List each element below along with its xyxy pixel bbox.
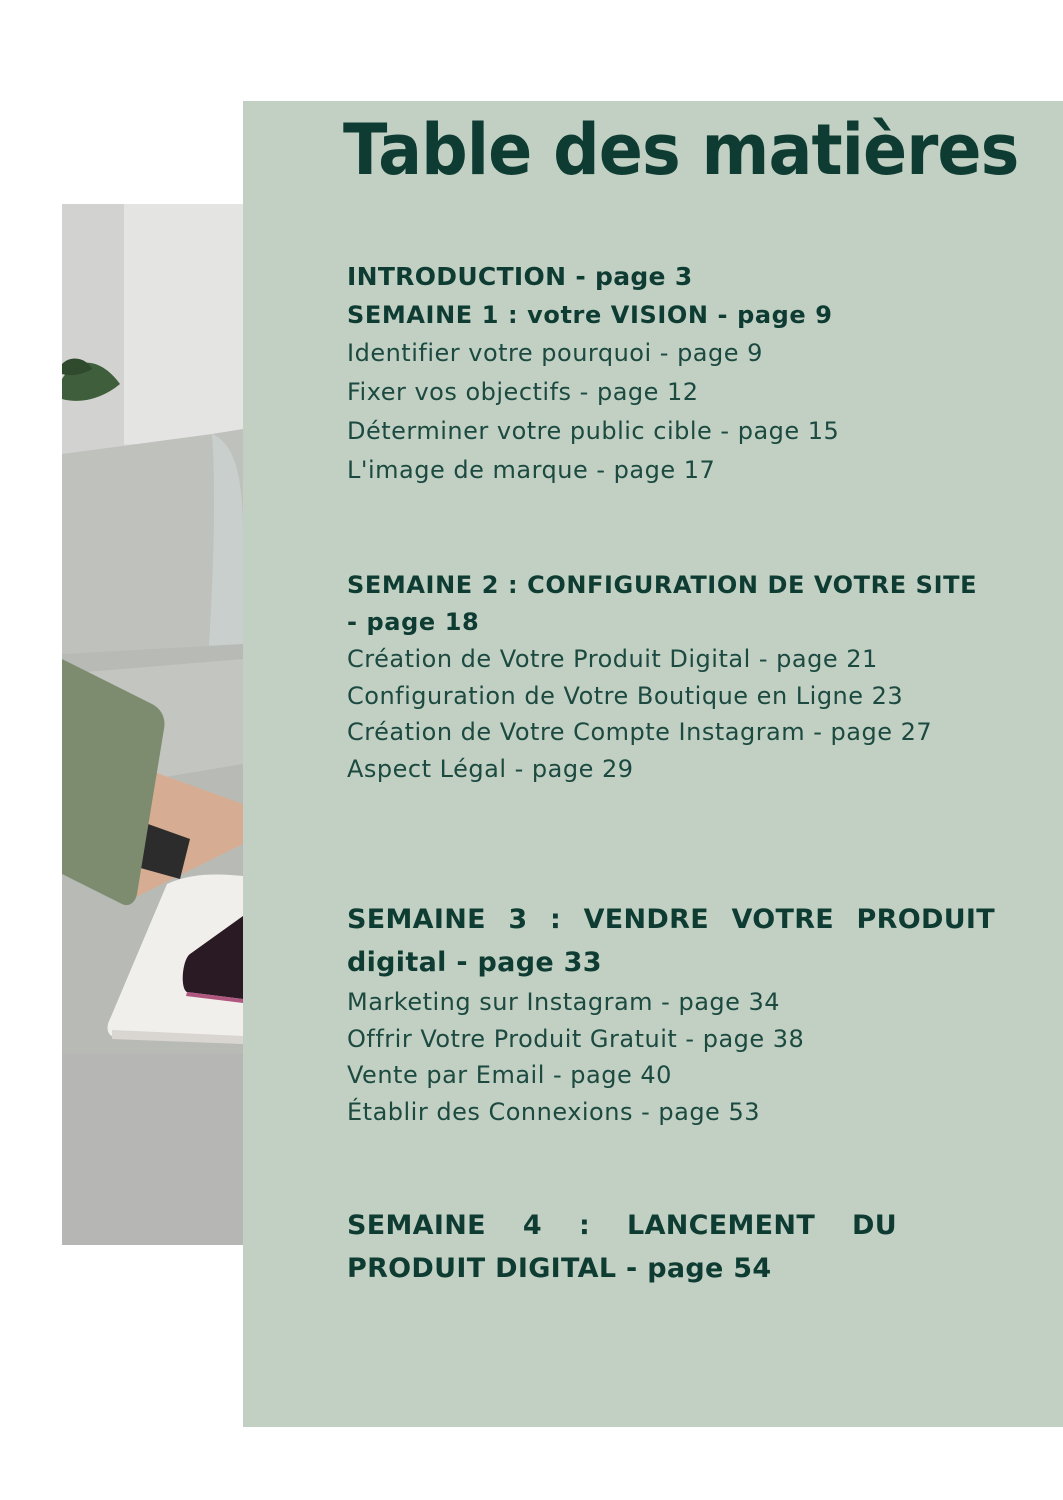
toc-entry: Vente par Email - page 40 — [347, 1061, 672, 1089]
toc-entry: Marketing sur Instagram - page 34 — [347, 988, 781, 1016]
toc-entry: Offrir Votre Produit Gratuit - page 38 — [347, 1024, 805, 1053]
toc-entry: Déterminer votre public cible - page 15 — [347, 417, 840, 445]
toc-heading-week-1: SEMAINE 1 : votre VISION - page 9 — [347, 301, 833, 329]
toc-entry: Création de Votre Produit Digital - page 21 — [347, 645, 878, 673]
laptop-sofa-photo — [62, 204, 243, 1245]
toc-heading-introduction: INTRODUCTION - page 3 — [347, 262, 693, 291]
toc-entry: Établir des Connexions - page 53 — [347, 1097, 760, 1126]
toc-entry: Fixer vos objectifs - page 12 — [347, 378, 699, 406]
toc-section-week-2 — [347, 567, 995, 787]
toc-entry: Création de Votre Compte Instagram - page 27 — [347, 718, 933, 746]
toc-section-week-1 — [347, 257, 995, 490]
page-title: Table des matières — [343, 109, 1019, 191]
toc-entry: L'image de marque - page 17 — [347, 456, 716, 484]
toc-entry: Configuration de Votre Boutique en Ligne 23 — [347, 681, 904, 710]
toc-heading-week-3: SEMAINE 3 : VENDRE VOTRE PRODUIT digital - page 33 — [347, 904, 995, 978]
toc-section-week-3 — [347, 898, 995, 1130]
toc-entry: Aspect Légal - page 29 — [347, 754, 634, 783]
toc-heading-week-2: SEMAINE 2 : CONFIGURATION DE VOTRE SITE - page 18 — [347, 571, 978, 636]
toc-panel — [243, 101, 1063, 1427]
toc-heading-week-4: SEMAINE 4 : LANCEMENT DU PRODUIT DIGITAL - page 54 — [347, 1210, 897, 1284]
toc-entry: Identifier votre pourquoi - page 9 — [347, 339, 763, 367]
toc-section-week-4 — [347, 1204, 897, 1290]
